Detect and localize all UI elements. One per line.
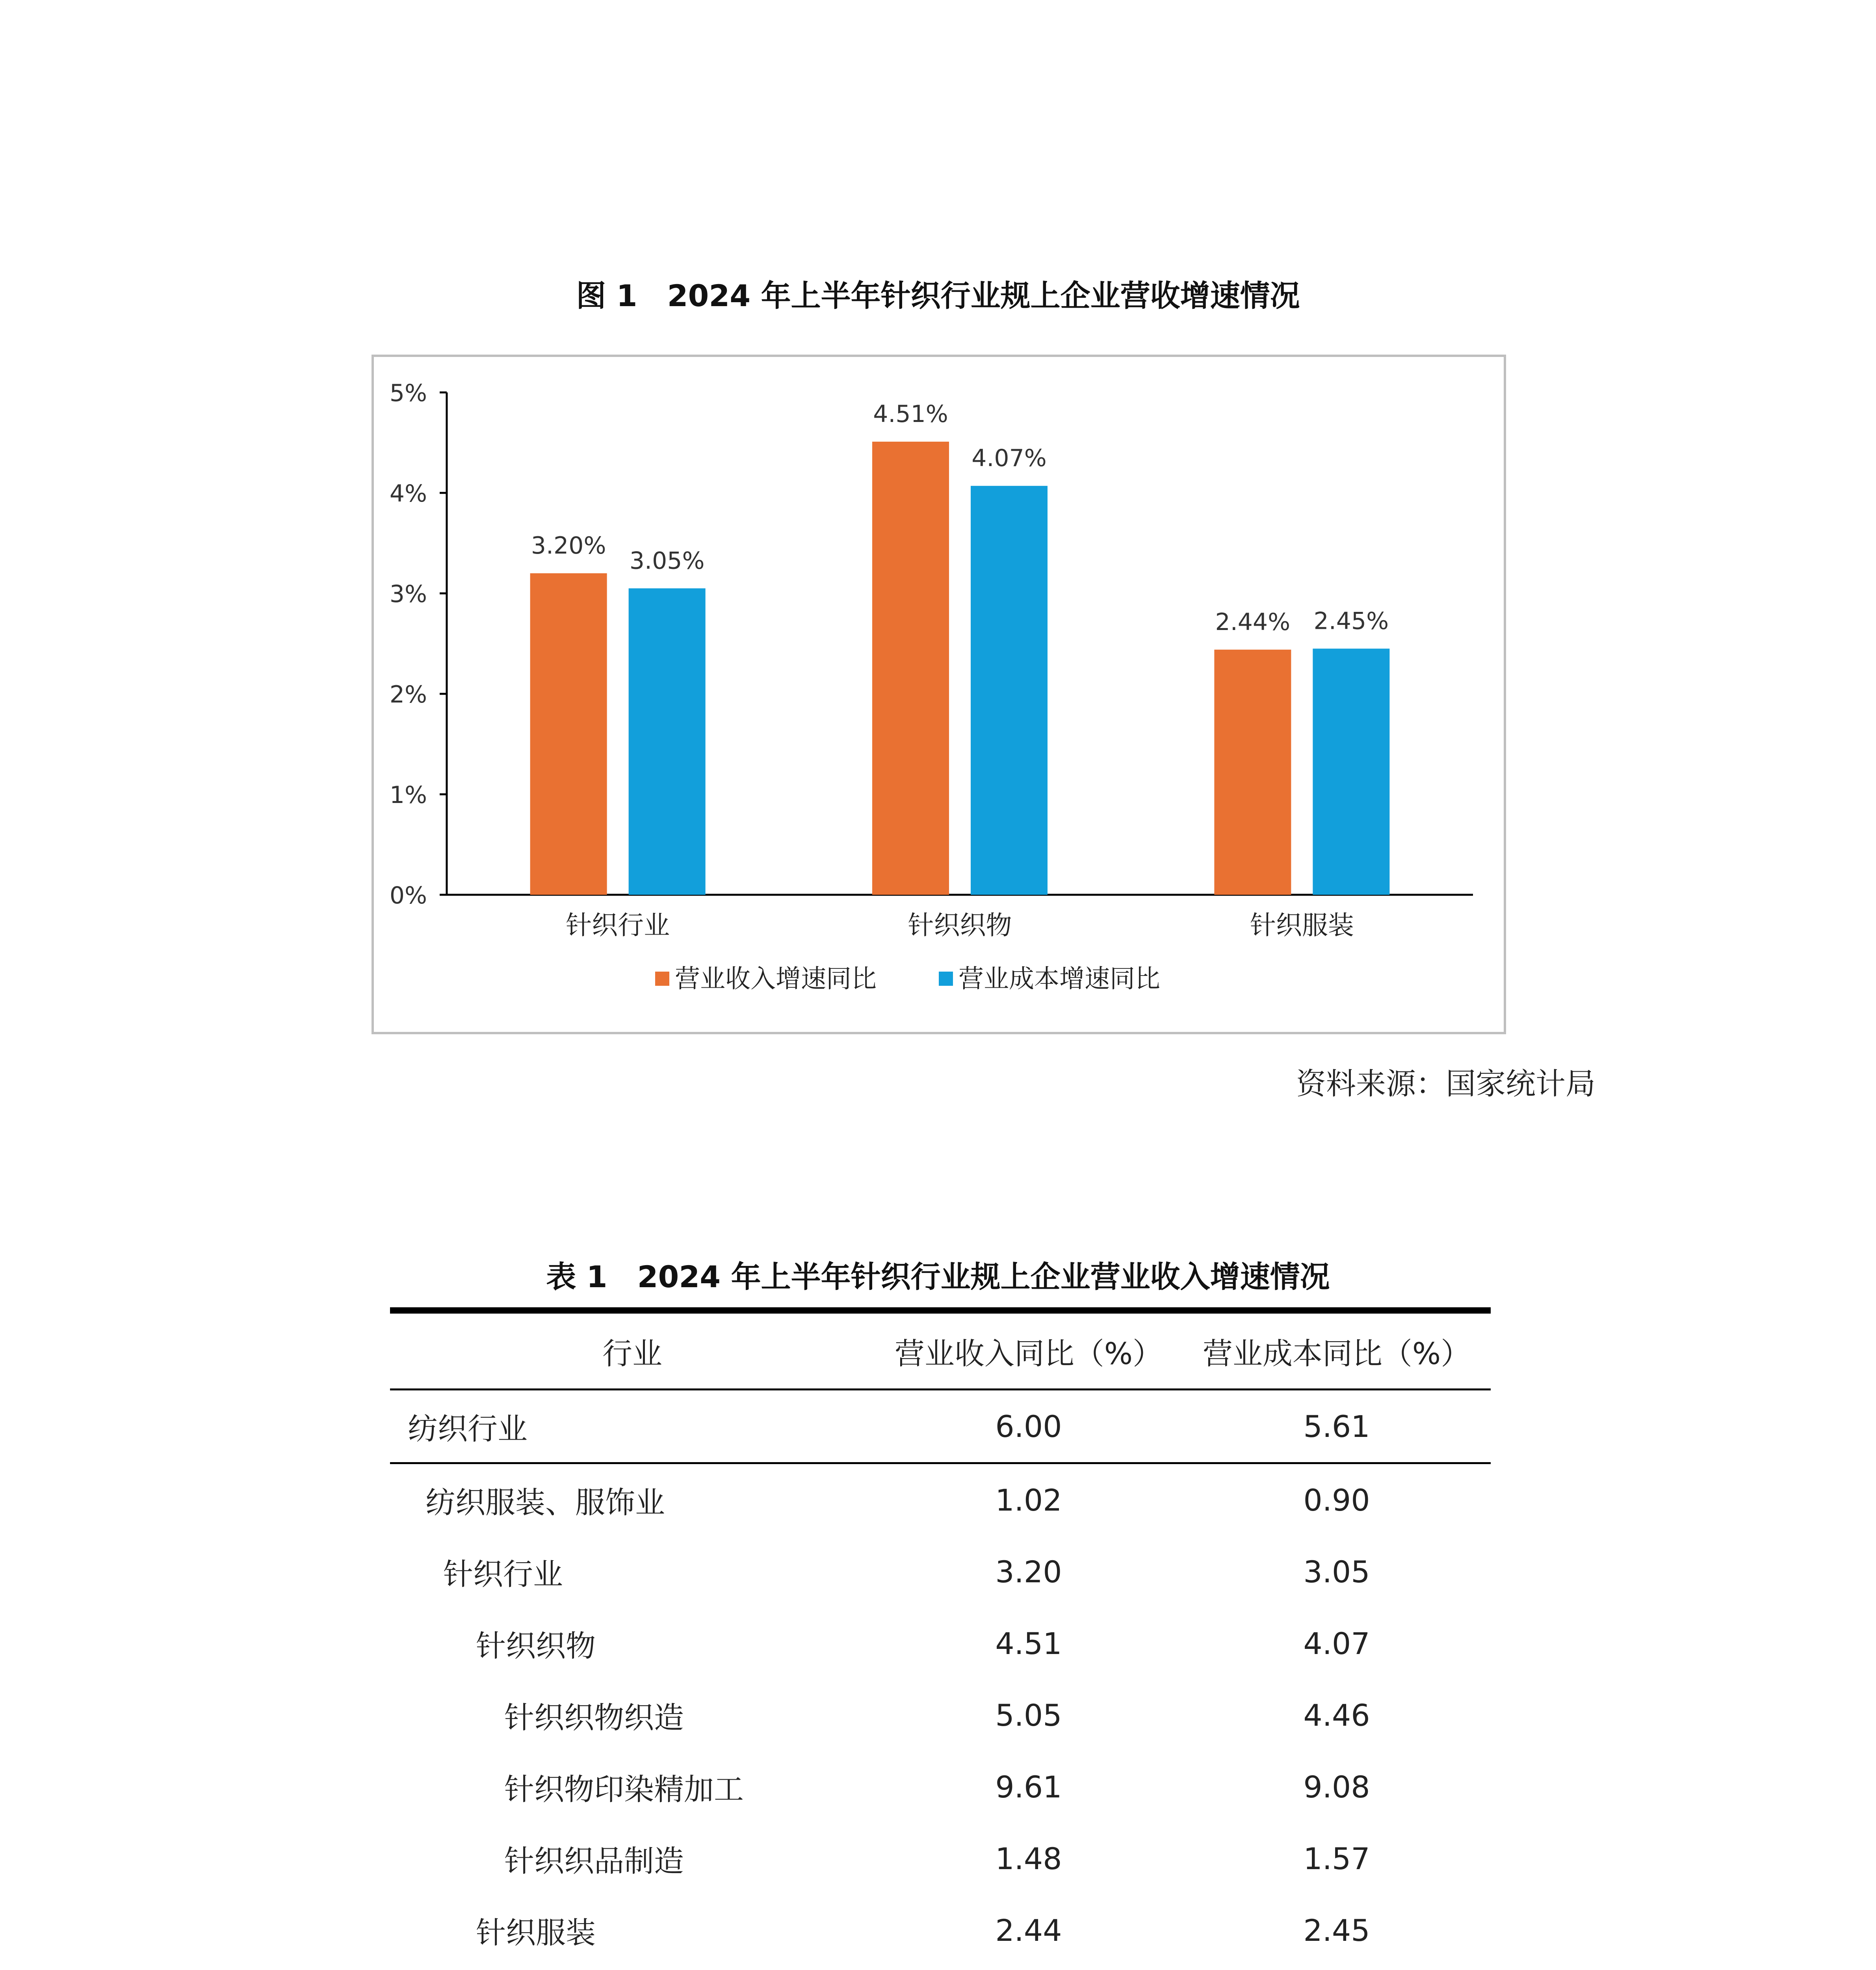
row-name [390, 1966, 875, 1970]
y-tick-label: 1% [389, 781, 427, 809]
row-revenue: 9.61 [995, 1769, 1062, 1805]
header-cost: 营业成本同比（%） [1183, 1310, 1491, 1390]
data-label: 2.44% [1215, 608, 1291, 636]
chart-container [371, 355, 1506, 1034]
x-tick-label: 针织服装 [1250, 910, 1354, 940]
data-table [390, 1307, 1491, 1970]
row-revenue: 1.02 [995, 1482, 1062, 1518]
row-name: 纺织服装、服饰业 [425, 1485, 665, 1520]
row-cost: 9.08 [1303, 1769, 1370, 1805]
bar [971, 486, 1048, 895]
row-revenue: 5.05 [995, 1697, 1062, 1733]
table-row [390, 1751, 1491, 1823]
legend-swatch [655, 972, 669, 986]
table-row [390, 1463, 1491, 1536]
y-tick-label: 4% [389, 480, 427, 507]
table-header-row [390, 1310, 1491, 1390]
bar [1313, 649, 1389, 895]
header-revenue: 营业收入同比（%） [875, 1310, 1183, 1390]
x-tick-label: 针织织物 [908, 910, 1012, 940]
row-revenue: 2.44 [995, 1912, 1062, 1948]
legend-label: 营业成本增速同比 [958, 965, 1160, 994]
row-cost: 5.61 [1183, 1390, 1491, 1463]
row-revenue: 3.20 [995, 1554, 1062, 1589]
row-cost: 2.45 [1303, 1912, 1370, 1948]
bar [530, 573, 607, 895]
data-label: 4.51% [873, 400, 948, 428]
row-revenue: 4.51 [995, 1626, 1062, 1661]
row-name: 纺织行业 [390, 1390, 875, 1463]
table-row [390, 1966, 1491, 1970]
y-tick-label: 3% [389, 580, 427, 608]
row-revenue [875, 1966, 1183, 1970]
bar [629, 588, 706, 895]
row-name: 针织行业 [443, 1556, 563, 1592]
row-cost [1183, 1966, 1491, 1970]
row-name: 针织织物 [476, 1628, 596, 1663]
row-cost: 4.46 [1303, 1697, 1370, 1733]
data-label: 2.45% [1313, 607, 1389, 635]
data-label: 3.05% [629, 547, 705, 575]
bar-chart [374, 357, 1504, 1032]
row-name: 针织织品制造 [504, 1843, 684, 1879]
row-revenue: 6.00 [875, 1390, 1183, 1463]
row-name: 针织织物织造 [504, 1700, 684, 1735]
x-tick-label: 针织行业 [566, 910, 670, 940]
row-cost: 1.57 [1303, 1841, 1370, 1876]
header-industry: 行业 [390, 1310, 875, 1390]
figure-source: 资料来源：国家统计局 [1296, 1066, 1596, 1101]
legend-swatch [939, 972, 953, 986]
figure-title: 图 1 2024 年上半年针织行业规上企业营收增速情况 [576, 278, 1300, 313]
bar [1214, 650, 1291, 895]
bar [872, 442, 949, 895]
row-cost: 3.05 [1303, 1554, 1370, 1589]
row-cost: 4.07 [1303, 1626, 1370, 1661]
table-row [390, 1390, 1491, 1463]
table-title: 表 1 2024 年上半年针织行业规上企业营业收入增速情况 [546, 1259, 1330, 1294]
row-name: 针织物印染精加工 [504, 1771, 744, 1807]
table-row [390, 1536, 1491, 1608]
y-tick-label: 5% [389, 379, 427, 407]
row-name: 针织服装 [476, 1915, 596, 1950]
row-revenue: 1.48 [995, 1841, 1062, 1876]
table-row [390, 1608, 1491, 1679]
y-tick-label: 2% [389, 681, 427, 708]
table-row [390, 1823, 1491, 1894]
data-label: 3.20% [531, 532, 606, 559]
table-row [390, 1679, 1491, 1751]
row-cost: 0.90 [1303, 1482, 1370, 1518]
legend-label: 营业收入增速同比 [675, 965, 877, 994]
data-label: 4.07% [971, 444, 1047, 472]
table-row [390, 1894, 1491, 1966]
y-tick-label: 0% [389, 882, 427, 909]
